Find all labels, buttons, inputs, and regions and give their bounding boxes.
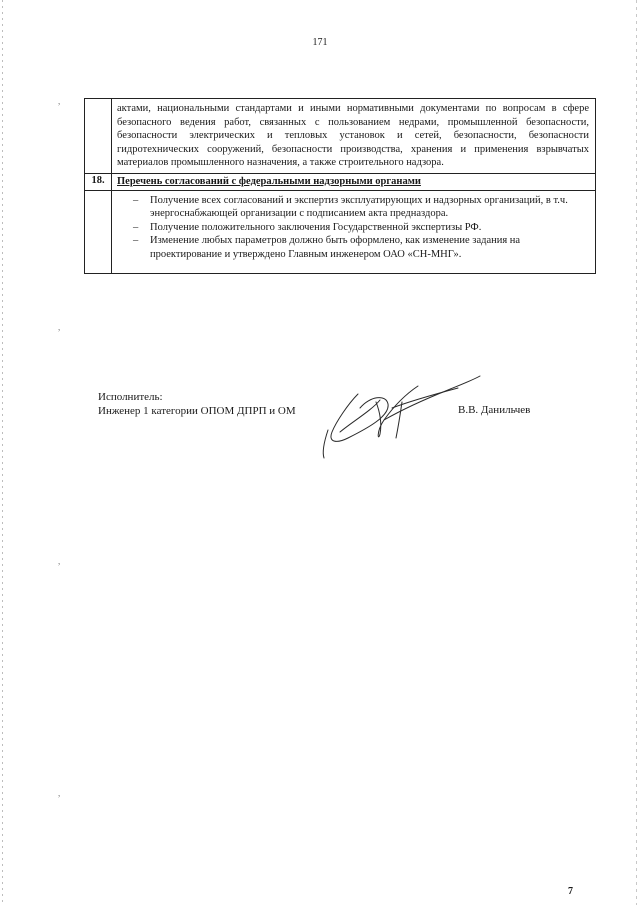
- table-row-continuation: [85, 99, 595, 174]
- approvals-list: [112, 194, 589, 262]
- scan-edge-left: [2, 0, 3, 905]
- continuation-text: актами, национальными стандартами и иными нормативными документами по вопросам в сфере безопасного ведения работ, связанных с пользованием недрами, промышленной безопасности, безопасности электрических и тепловых установок и сетей, безопасности, безопасности гидротехнических сооружений, безопасности производства, хранения и применения взрывчатых материалов промышленного назначения, а также строительного надзора.: [117, 103, 589, 169]
- margin-mark: ,: [58, 788, 61, 798]
- requirements-table: [84, 98, 596, 274]
- executor-block: [98, 390, 296, 418]
- continuation-cell: [112, 99, 595, 173]
- row-number-empty: [85, 99, 112, 173]
- section-title: Перечень согласований с федеральными надзорными органами: [117, 175, 421, 187]
- margin-mark: ,: [58, 322, 61, 332]
- table-row-section-18: [85, 174, 595, 191]
- approvals-cell: [112, 191, 595, 273]
- row-number-empty: [85, 191, 112, 273]
- list-item: – Получение положительного заключения Государственной экспертизы РФ.: [112, 221, 589, 235]
- section-number: 18.: [85, 174, 112, 190]
- scan-edge-right: [636, 0, 637, 905]
- list-item: – Изменение любых параметров должно быть оформлено, как изменение задания на проектирование и утверждено Главным инженером ОАО «СН-МНГ».: [112, 234, 589, 261]
- executor-name: В.В. Данильчев: [458, 404, 531, 416]
- corner-page-number: 7: [568, 886, 573, 897]
- executor-position: Инженер 1 категории ОПОМ ДПРП и ОМ: [98, 405, 296, 417]
- list-item: – Получение всех согласований и экспертиз эксплуатирующих и надзорных организаций, в т.ч. энергоснабжающей организации с подписанием акта предназдора.: [112, 194, 589, 221]
- page-number: 171: [312, 37, 328, 48]
- executor-label: Исполнитель:: [98, 391, 163, 403]
- handwritten-signature: [318, 372, 488, 462]
- table-row-approvals-list: [85, 191, 595, 273]
- margin-mark: ,: [58, 556, 61, 566]
- margin-mark: ,: [58, 96, 61, 106]
